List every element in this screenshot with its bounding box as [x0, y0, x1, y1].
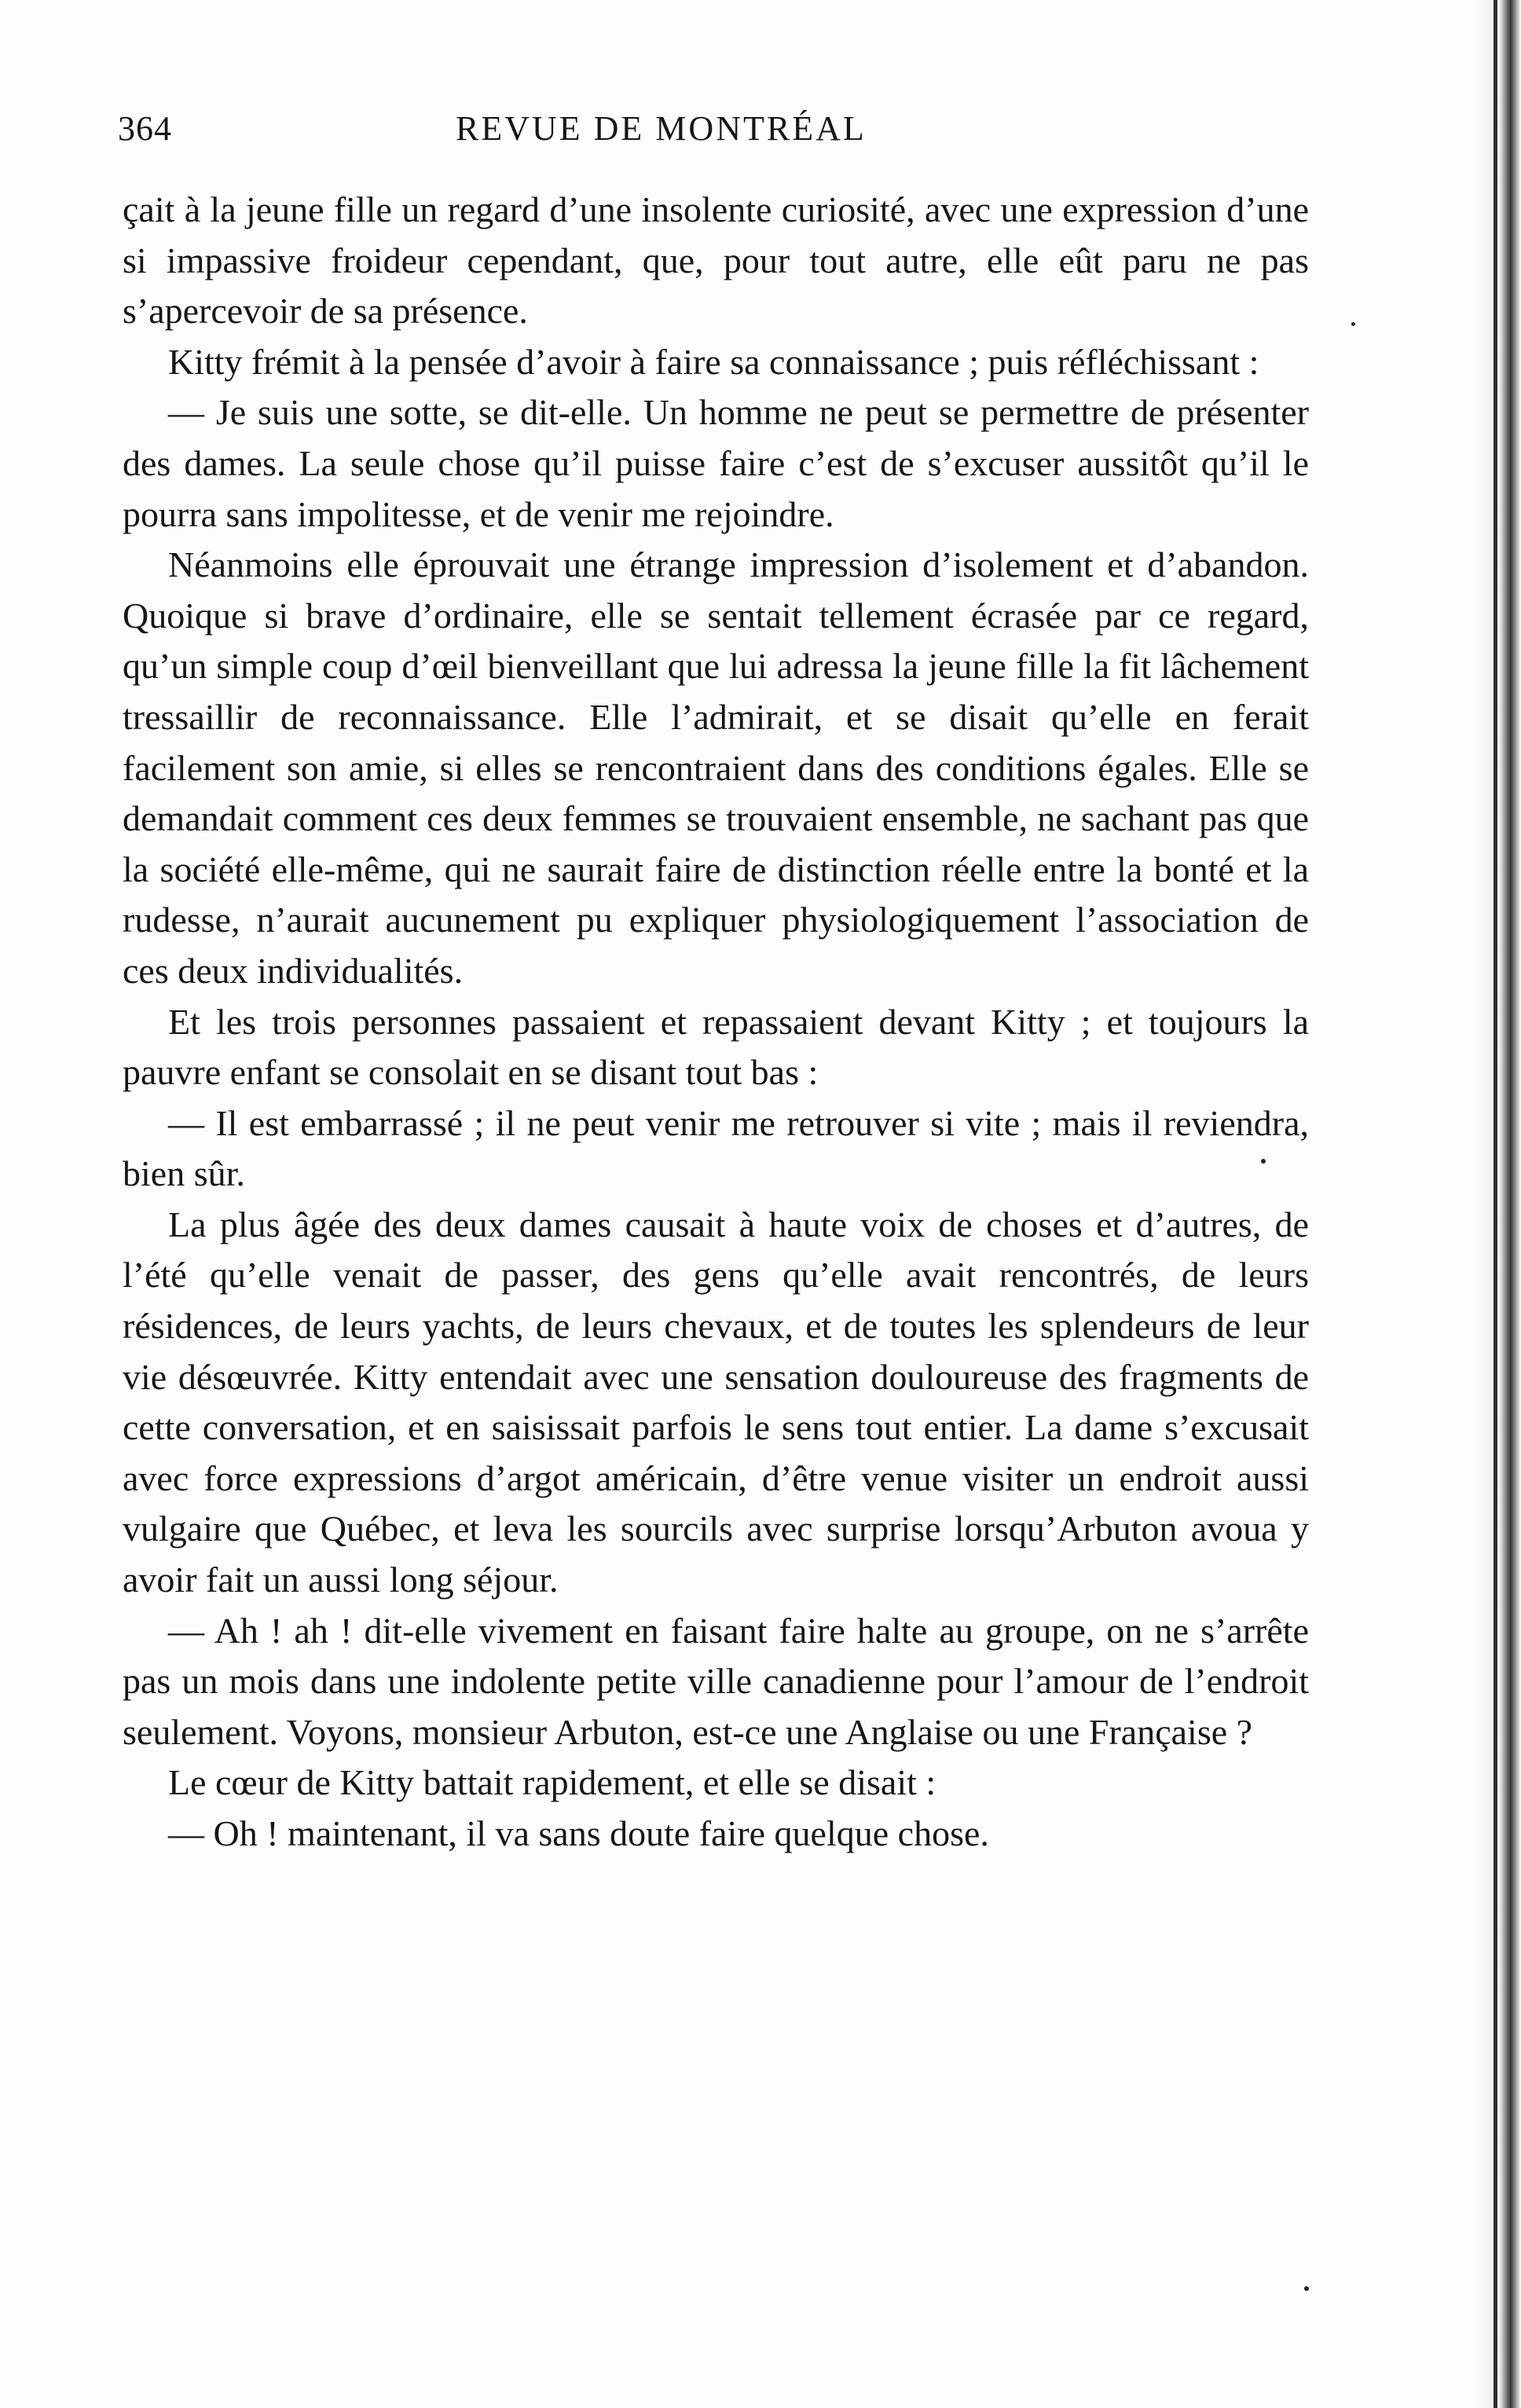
ink-speck — [1351, 322, 1355, 326]
paragraph: Kitty frémit à la pensée d’avoir à faire sa connaissance ; puis réfléchissant : — [168, 341, 1259, 382]
paragraph: Et les trois personnes passaient et repassaient devant Kitty ; et toujours la pauvre enfant se consolait en se disant tout bas : — [123, 1001, 1309, 1093]
paragraph: çait à la jeune fille un regard d’une insolente curiosité, avec une expression d’une si impassive froideur cependant, que, pour tout autre, elle eût paru ne pas s’apercevoir de sa présence. — [123, 189, 1309, 332]
paragraph-dialogue: — Oh ! maintenant, il va sans doute faire quelque chose. — [168, 1813, 989, 1853]
spine-edge — [1494, 0, 1497, 2408]
ink-speck — [1261, 1159, 1266, 1164]
paragraph-dialogue: — Il est embarrassé ; il ne peut venir me retrouver si vite ; mais il reviendra, bien sûr. — [123, 1102, 1309, 1194]
paragraph-dialogue: — Ah ! ah ! dit-elle vivement en faisant faire halte au groupe, on ne s’arrête pas un mois dans une indolente petite ville canadienne pour l’amour de l’endroit seulement. Voyons, monsieur Arbuton, est-ce une Anglaise ou une Française ? — [123, 1610, 1309, 1752]
paragraph: Le cœur de Kitty battait rapidement, et elle se disait : — [168, 1762, 936, 1803]
spine-shadow — [1474, 0, 1521, 2408]
paragraph: Néanmoins elle éprouvait une étrange impression d’isolement et d’abandon. Quoique si brave d’ordinaire, elle se sentait tellement écrasée par ce regard, qu’un simple coup d’œil bienveillant que lui adressa la jeune fille la fit lâchement tressaillir de reconnaissance. Elle l’admirait, et se disait qu’elle en ferait facilement son amie, si elles se rencontraient dans des conditions égales. Elle se demandait comment ces deux femmes se trouvaient ensemble, ne sachant pas que la société elle-même, qui ne saurait faire de distinction réelle entre la bonté et la rudesse, n’aurait aucunement pu expliquer physiologiquement l’association de ces deux individualités. — [123, 544, 1309, 991]
paragraph: La plus âgée des deux dames causait à haute voix de choses et d’autres, de l’été qu’elle venait de passer, des gens qu’elle avait rencontrés, de leurs résidences, de leurs yachts, de leurs chevaux, et de toutes les splendeurs de leur vie désœuvrée. Kitty entendait avec une sensation douloureuse des fragments de cette conversation, et en saisissait parfois le sens tout entier. La dame s’excusait avec force expressions d’argot américain, d’être venue visiter un endroit aussi vulgaire que Québec, et leva les sourcils avec surprise lorsqu’Arbuton avoua y avoir fait un aussi long séjour. — [123, 1204, 1309, 1600]
ink-speck — [1304, 2286, 1309, 2291]
running-title: REVUE DE MONTRÉAL — [456, 109, 867, 148]
page-number: 364 — [118, 109, 172, 148]
paragraph-dialogue: — Je suis une sotte, se dit-elle. Un homme ne peut se permettre de présenter des dames. La seule chose qu’il puisse faire c’est de s’excuser aussitôt qu’il le pourra sans impolitesse, et de venir me rejoindre. — [123, 392, 1309, 534]
page-header — [118, 108, 1312, 163]
body-text — [123, 185, 1309, 1860]
